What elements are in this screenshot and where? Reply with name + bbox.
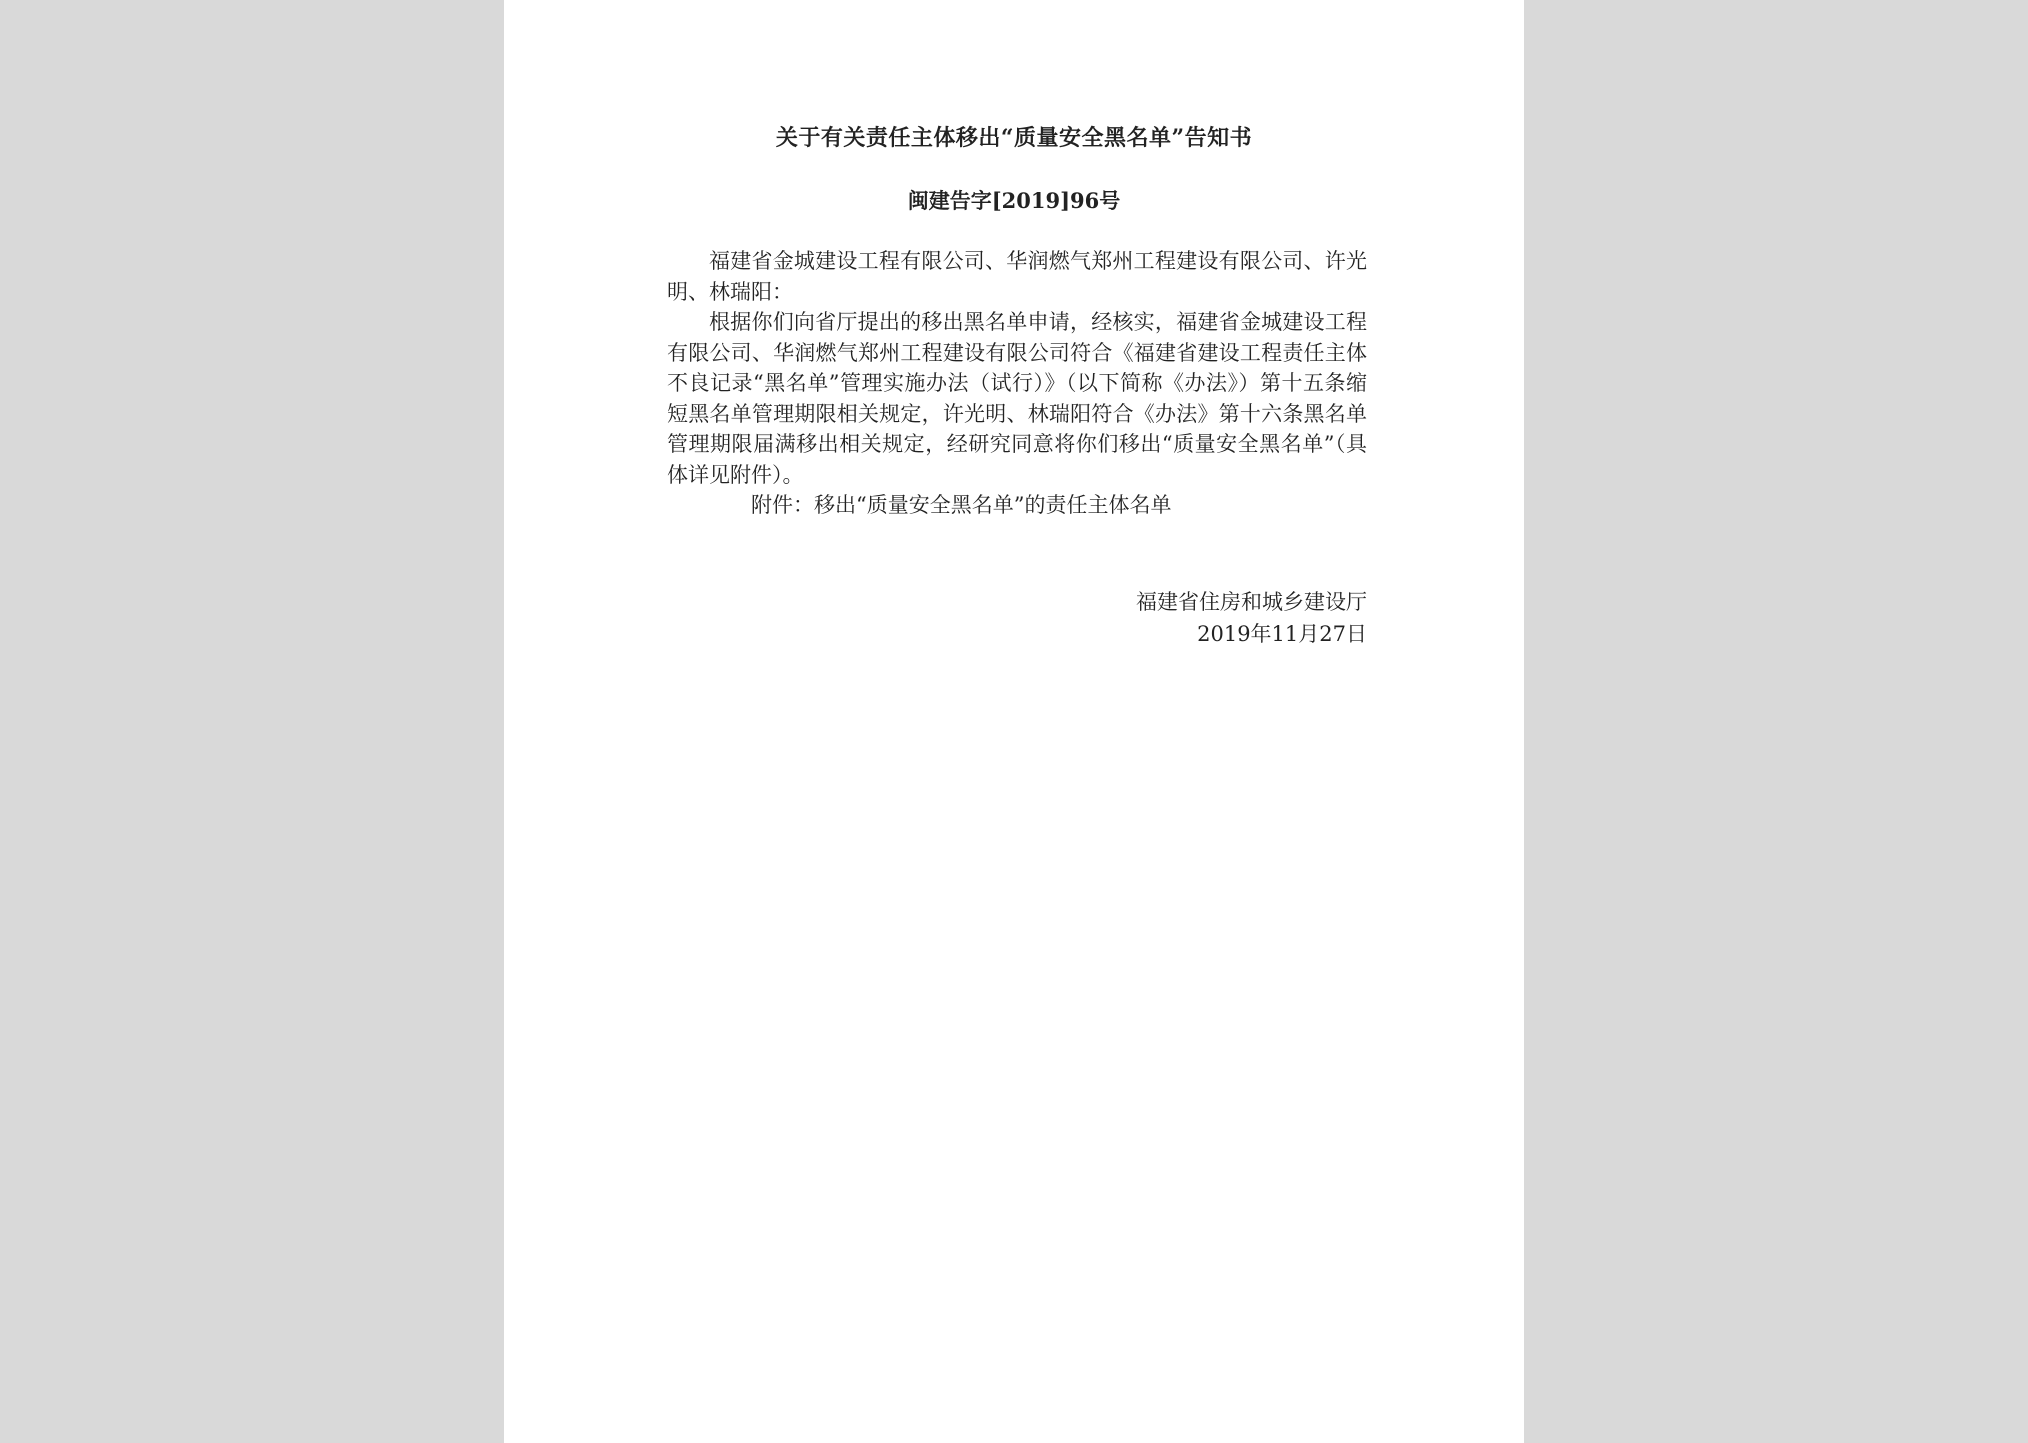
document-body <box>667 246 1367 521</box>
attachment-line: 附件：移出“质量安全黑名单”的责任主体名单 <box>751 493 1172 517</box>
document-page <box>504 0 1524 1443</box>
issue-date: 2019年11月27日 <box>1197 622 1367 646</box>
document-number: 闽建告字[2019]96号 <box>907 188 1121 213</box>
document-title: 关于有关责任主体移出“质量安全黑名单”告知书 <box>775 125 1253 151</box>
addressee-paragraph: 福建省金城建设工程有限公司、华润燃气郑州工程建设有限公司、许光明、林瑞阳： <box>667 249 1367 304</box>
issuer-name: 福建省住房和城乡建设厅 <box>1136 590 1367 614</box>
signature-block <box>667 586 1367 650</box>
main-paragraph: 根据你们向省厅提出的移出黑名单申请，经核实，福建省金城建设工程有限公司、华润燃气郑州工程建设有限公司符合《福建省建设工程责任主体不良记录“黑名单”管理实施办法（试行）》（以下简称《办法》）第十五条缩短黑名单管理期限相关规定，许光明、林瑞阳符合《办法》第十六条黑名单管理期限届满移出相关规定，经研究同意将你们移出“质量安全黑名单”（具体详见附件）。 <box>667 310 1368 487</box>
